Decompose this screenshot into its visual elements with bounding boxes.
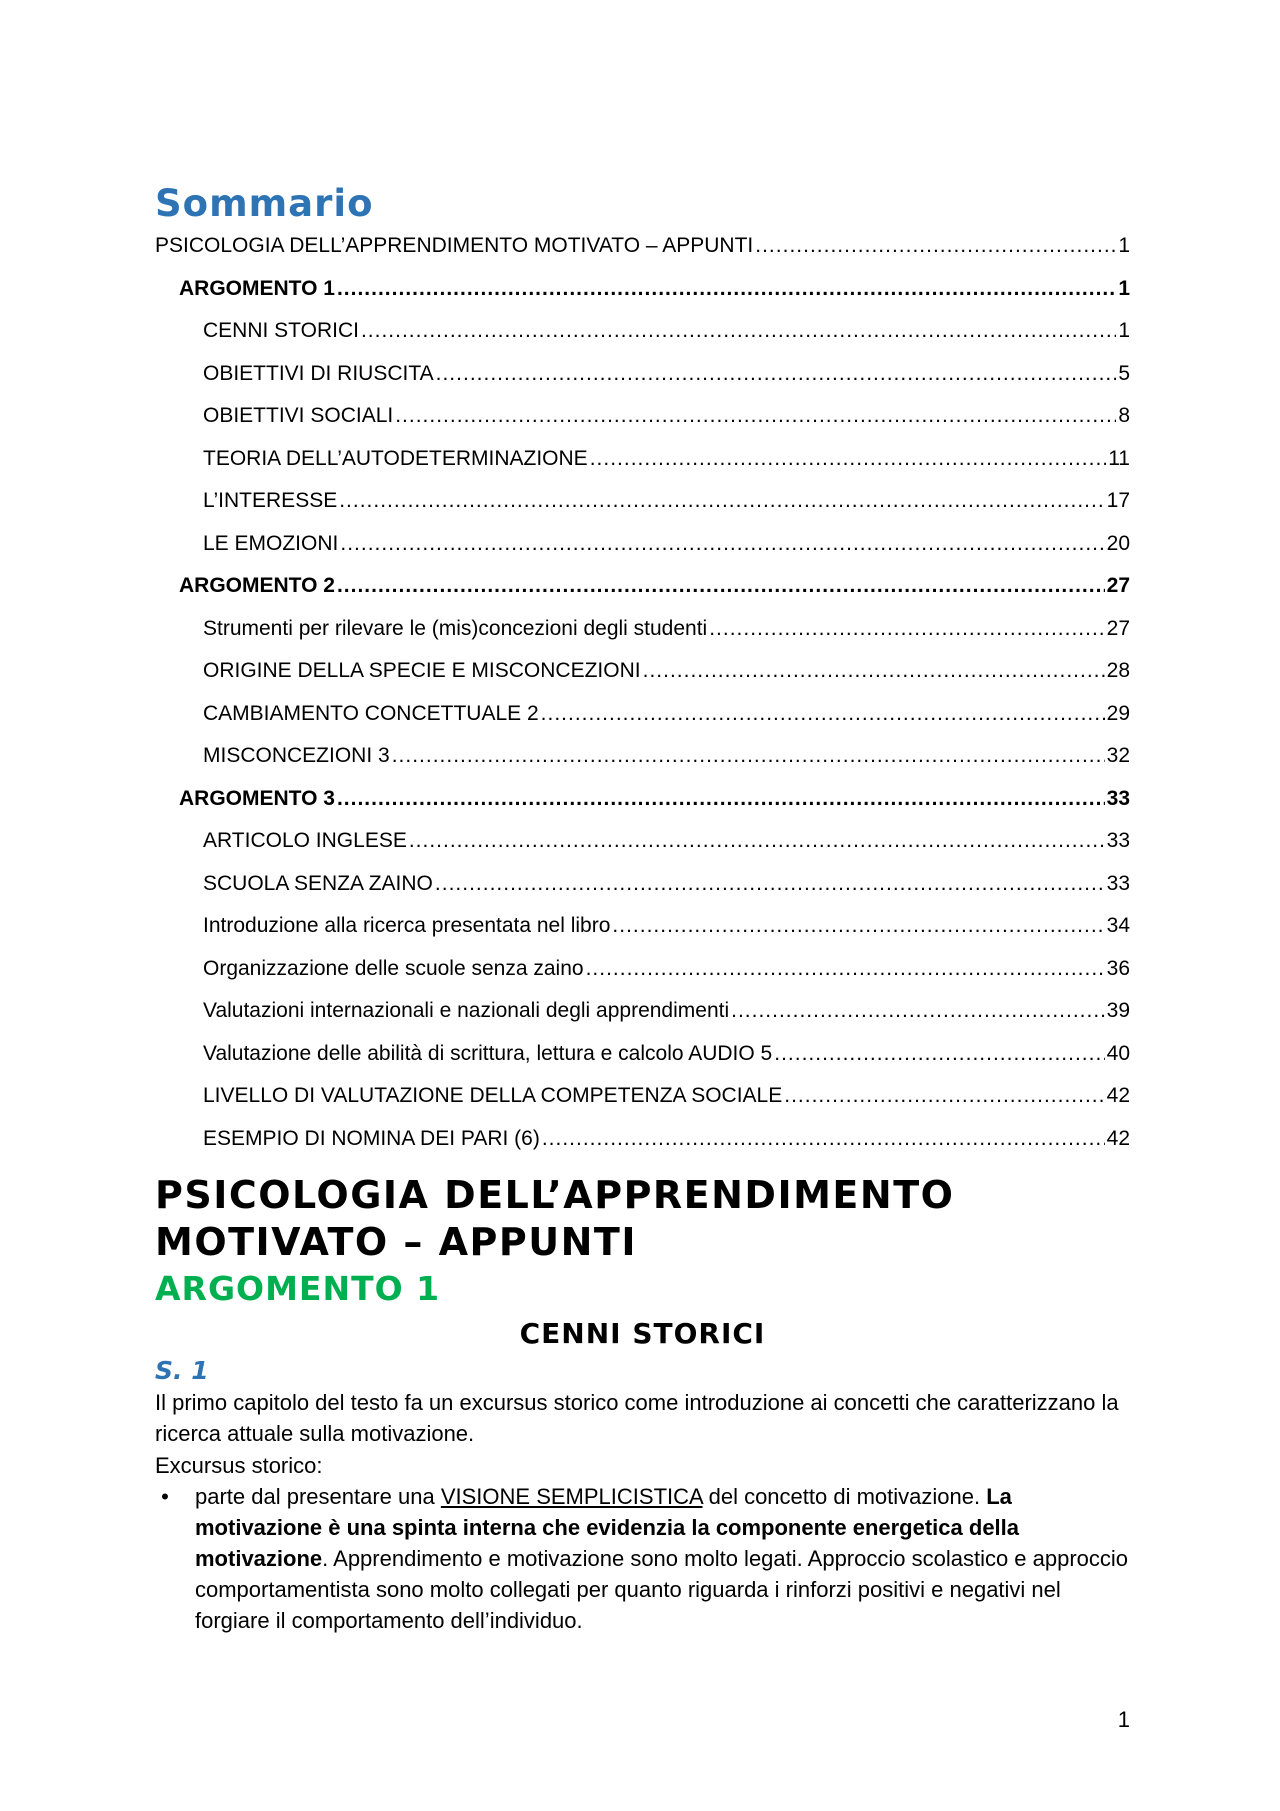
toc-entry-text: ARGOMENTO 1 — [179, 276, 335, 300]
toc-entry-text: SCUOLA SENZA ZAINO — [203, 871, 433, 895]
toc-entry[interactable] — [155, 820, 1130, 863]
toc-leader-dots — [395, 395, 1116, 438]
toc-leader-dots — [361, 310, 1116, 353]
toc-leader-dots — [541, 693, 1105, 736]
toc-entry[interactable] — [155, 523, 1130, 566]
toc-entry[interactable] — [155, 480, 1130, 523]
toc-entry[interactable] — [155, 310, 1130, 353]
toc-leader-dots — [436, 353, 1117, 396]
toc-leader-dots — [755, 225, 1116, 268]
toc-entry-page: 33 — [1106, 786, 1130, 810]
toc-entry[interactable] — [155, 268, 1130, 311]
toc-leader-dots — [774, 1033, 1104, 1076]
toc-entry-text: Valutazioni internazionali e nazionali degli apprendimenti — [203, 999, 730, 1022]
toc-leader-dots — [586, 948, 1105, 991]
toc-entry[interactable] — [155, 608, 1130, 651]
toc-leader-dots — [612, 905, 1104, 948]
toc-entry-text: CENNI STORICI — [203, 319, 359, 342]
toc-entry-page: 27 — [1106, 574, 1130, 597]
toc-entry-text: L’INTERESSE — [203, 489, 338, 512]
toc-leader-dots — [731, 990, 1105, 1033]
toc-entry-page: 28 — [1106, 659, 1130, 682]
toc-entry-text: ORIGINE DELLA SPECIE E MISCONCEZIONI — [203, 659, 641, 682]
toc-leader-dots — [590, 438, 1107, 481]
toc-entry[interactable] — [155, 863, 1130, 906]
toc-leader-dots — [709, 608, 1104, 651]
toc-entry[interactable] — [155, 650, 1130, 693]
bullet-list — [155, 1481, 1130, 1636]
toc-entry-text: OBIETTIVI DI RIUSCITA — [203, 361, 434, 385]
toc-entry-page: 39 — [1106, 999, 1130, 1022]
bullet-text-underlined: VISIONE SEMPLICISTICA — [440, 1484, 703, 1509]
toc-entry[interactable] — [155, 693, 1130, 736]
toc-leader-dots — [409, 820, 1105, 863]
toc-entry-page: 42 — [1106, 1084, 1130, 1107]
toc-entry-text: ESEMPIO DI NOMINA DEI PARI (6) — [203, 1126, 540, 1150]
bullet-text-bold: La motivazione è una spinta interna che evidenzia la componente energetica della motivazione — [195, 1484, 1020, 1571]
toc-entry[interactable] — [155, 353, 1130, 396]
toc-leader-dots — [337, 565, 1105, 608]
toc-entry[interactable] — [155, 905, 1130, 948]
toc-entry-text: Valutazione delle abilità di scrittura, lettura e calcolo AUDIO 5 — [203, 1041, 773, 1065]
toc-entry-page: 36 — [1106, 956, 1130, 980]
list-item — [155, 1481, 1130, 1636]
paragraph-intro: Il primo capitolo del testo fa un excursus storico come introduzione ai concetti che caratterizzano la ricerca attuale sulla motivazione. — [155, 1390, 1119, 1446]
toc-entry-page: 33 — [1106, 829, 1130, 852]
toc-entry[interactable] — [155, 1033, 1130, 1076]
page-number: 1 — [1117, 1707, 1130, 1732]
toc-entry[interactable] — [155, 735, 1130, 778]
toc-entry-page: 1 — [1118, 234, 1130, 257]
toc-entry[interactable] — [155, 438, 1130, 481]
toc-entry[interactable] — [155, 565, 1130, 608]
toc-entry-page: 27 — [1106, 616, 1130, 640]
toc-entry-text: LIVELLO DI VALUTAZIONE DELLA COMPETENZA SOCIALE — [203, 1084, 783, 1107]
toc-entry-text: PSICOLOGIA DELL’APPRENDIMENTO MOTIVATO – APPUNTI — [155, 234, 754, 257]
toc-entry-page: 20 — [1106, 531, 1130, 555]
bullet-marker: • — [161, 1484, 169, 1509]
toc-entry[interactable] — [155, 395, 1130, 438]
bullet-text-intro: parte dal presentare una — [195, 1484, 441, 1509]
toc-entry-text: CAMBIAMENTO CONCETTUALE 2 — [203, 701, 539, 725]
toc-entry-page: 34 — [1106, 914, 1130, 937]
toc-leader-dots — [784, 1075, 1104, 1118]
toc-entry-text: ARTICOLO INGLESE — [203, 829, 407, 852]
subsection-title: CENNI STORICI — [519, 1317, 766, 1350]
toc-entry-text: ARGOMENTO 3 — [179, 786, 335, 810]
toc-leader-dots — [337, 778, 1105, 821]
toc-leader-dots — [643, 650, 1105, 693]
bullet-text-middle: del concetto di motivazione. — [702, 1484, 987, 1509]
toc-entry[interactable] — [155, 990, 1130, 1033]
slide-label: S. 1 — [155, 1356, 209, 1385]
toc-entry-text: TEORIA DELL’AUTODETERMINAZIONE — [203, 446, 588, 470]
toc-leader-dots — [542, 1118, 1105, 1161]
toc-entry-text: OBIETTIVI SOCIALI — [203, 404, 394, 427]
toc-entry-text: Organizzazione delle scuole senza zaino — [203, 956, 584, 980]
toc-entry-page: 5 — [1118, 361, 1130, 385]
toc-entry-text: LE EMOZIONI — [203, 531, 339, 555]
toc-entry-text: MISCONCEZIONI 3 — [203, 744, 390, 767]
toc-entry-page: 33 — [1106, 871, 1130, 895]
paragraph-excursus: Excursus storico: — [155, 1453, 323, 1478]
toc-leader-dots — [435, 863, 1105, 906]
toc-entry-page: 32 — [1106, 744, 1130, 767]
toc-entry-page: 40 — [1106, 1041, 1130, 1065]
toc-entry-text: ARGOMENTO 2 — [179, 574, 335, 597]
toc-entry-page: 1 — [1118, 276, 1130, 300]
toc-entry-text: Strumenti per rilevare le (mis)concezioni degli studenti — [203, 616, 708, 640]
toc-entry-page: 11 — [1108, 446, 1130, 470]
section-title: ARGOMENTO 1 — [155, 1269, 441, 1308]
table-of-contents — [155, 225, 1130, 1160]
toc-leader-dots — [392, 735, 1105, 778]
toc-leader-dots — [339, 480, 1104, 523]
toc-entry-page: 17 — [1106, 489, 1130, 512]
toc-entry[interactable] — [155, 778, 1130, 821]
toc-entry[interactable] — [155, 1118, 1130, 1161]
toc-leader-dots — [340, 523, 1104, 566]
toc-entry-page: 1 — [1118, 319, 1130, 342]
toc-entry[interactable] — [155, 948, 1130, 991]
toc-entry[interactable] — [155, 225, 1130, 268]
toc-entry-page: 8 — [1118, 404, 1130, 427]
toc-entry[interactable] — [155, 1075, 1130, 1118]
toc-entry-page: 42 — [1106, 1126, 1130, 1150]
main-title: PSICOLOGIA DELL’APPRENDIMENTO MOTIVATO – APPUNTI — [155, 1173, 955, 1264]
document-page — [155, 0, 1130, 1811]
toc-entry-text: Introduzione alla ricerca presentata nel libro — [203, 914, 611, 937]
toc-title: Sommario — [155, 182, 374, 225]
bullet-text-rest: . Apprendimento e motivazione sono molto legati. Approccio scolastico e approccio comportamentista sono molto collegati per quanto riguarda i rinforzi positivi e negativi nel forgiare il comportamento dell’individuo. — [195, 1546, 1129, 1633]
toc-leader-dots — [337, 268, 1116, 311]
toc-entry-page: 29 — [1106, 701, 1130, 725]
